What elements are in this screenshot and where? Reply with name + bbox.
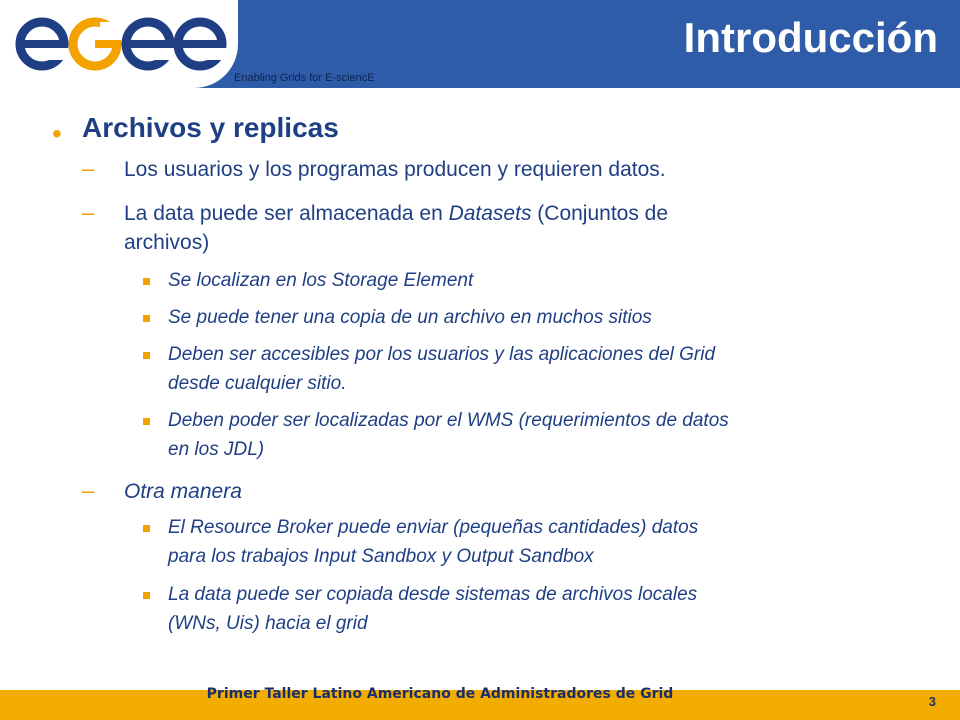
square-bullet-icon [143, 592, 150, 599]
dash-icon: – [82, 200, 95, 225]
square-bullet-icon [143, 278, 150, 285]
point-2-text-a: La data puede ser almacenada en [124, 202, 449, 225]
sub-point-1: Se localizan en los Storage Element [168, 270, 474, 291]
square-bullet-icon [143, 315, 150, 322]
dash-icon: – [82, 156, 95, 181]
sub-point-3-continued: desde cualquier sitio. [168, 373, 347, 394]
sub-point-3: Deben ser accesibles por los usuarios y las aplicaciones del Grid [168, 344, 716, 365]
footer-text: Primer Taller Latino Americano de Administradores de Grid [206, 686, 674, 702]
square-bullet-icon [143, 352, 150, 359]
page-number: 3 [928, 694, 936, 709]
slide-title: Introducción [683, 14, 938, 61]
square-bullet-icon [143, 525, 150, 532]
point-2 [124, 202, 668, 226]
other-point-1: El Resource Broker puede enviar (pequeñas cantidades) datos [168, 517, 699, 538]
sub-point-2: Se puede tener una copia de un archivo en muchos sitios [168, 307, 652, 328]
other-heading: Otra manera [124, 480, 242, 503]
sub-point-4-continued: en los JDL) [168, 439, 265, 460]
section-heading: Archivos y replicas [82, 112, 339, 143]
other-point-1-continued: para los trabajos Input Sandbox y Output Sandbox [168, 546, 594, 567]
point-1: Los usuarios y los programas producen y requieren datos. [124, 158, 666, 181]
square-bullet-icon [143, 418, 150, 425]
other-point-2: La data puede ser copiada desde sistemas de archivos locales [168, 584, 698, 605]
footer-bar [0, 686, 960, 720]
point-2-text-b: (Conjuntos de [531, 202, 669, 225]
other-point-2-continued: (WNs, Uis) hacia el grid [168, 613, 368, 634]
tagline: Enabling Grids for E-sciencE [234, 72, 375, 84]
point-2-emphasis: Datasets [448, 202, 532, 225]
dash-icon: – [82, 478, 95, 503]
bullet-icon: • [52, 118, 62, 149]
sub-point-4: Deben poder ser localizadas por el WMS (requerimientos de datos [168, 410, 729, 431]
point-2-continued: archivos) [124, 231, 210, 254]
